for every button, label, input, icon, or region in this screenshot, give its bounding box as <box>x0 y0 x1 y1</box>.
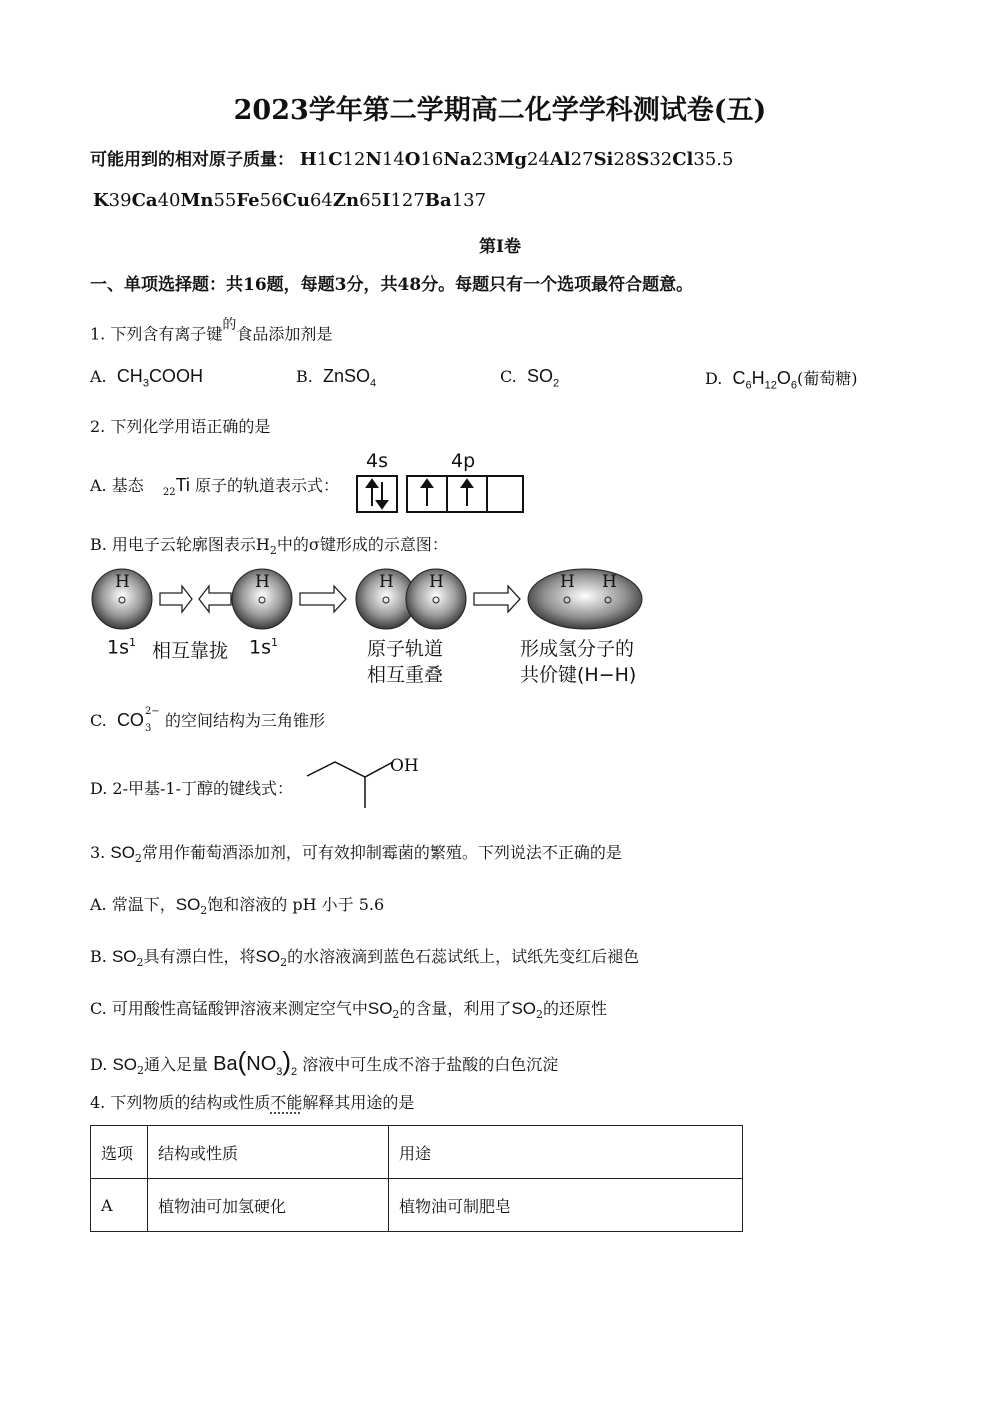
label-1s-left: $1s^1$ <box>107 636 136 659</box>
table-header-cell: 结构或性质 <box>148 1126 389 1179</box>
section-heading: 一、单项选择题：共16题，每题3分，共48分。每题只有一个选项最符合题意。 <box>90 275 694 295</box>
atomic-mass-value: 127 <box>390 190 425 211</box>
atomic-mass-values-2 <box>93 190 486 211</box>
carbon-chain <box>307 762 393 777</box>
element-symbol: S <box>636 149 650 170</box>
h2-molecule-orbital <box>528 569 642 629</box>
atomic-mass-value: 32 <box>649 149 673 170</box>
element-symbol: Si <box>593 149 614 170</box>
atomic-mass-value: 27 <box>570 149 594 170</box>
q1-stem: 1. 下列含有离子键$^的$食品添加剂是 <box>90 317 333 344</box>
atomic-mass-value: 14 <box>381 149 405 170</box>
orbital-4p-label: 4p <box>451 450 476 472</box>
atomic-mass-value: 1 <box>316 149 329 170</box>
h-label: H <box>379 572 394 592</box>
h-label: H <box>115 572 130 592</box>
element-symbol: Ba <box>424 190 452 211</box>
q3-option-b[interactable]: B. $SO_2$具有漂白性，将$SO_2$的水溶液滴到蓝色石蕊试纸上，试纸先变红后褪色 <box>90 947 640 970</box>
q3-option-a[interactable]: A. 常温下，$SO_2$饱和溶液的 pH 小于 5.6 <box>90 895 385 918</box>
h-label: H <box>429 572 444 592</box>
element-symbol: N <box>365 149 382 170</box>
element-symbol: Cl <box>672 149 694 170</box>
q4-stem: 4. 下列物质的结构或性质不能解释其用途的是 <box>90 1093 415 1112</box>
atomic-mass-value: 23 <box>471 149 495 170</box>
element-symbol: Al <box>549 149 571 170</box>
atomic-mass-value: 39 <box>108 190 132 211</box>
atomic-mass-value: 16 <box>420 149 444 170</box>
table-cell: 植物油可加氢硬化 <box>148 1179 389 1232</box>
atomic-mass-value: 35.5 <box>693 149 734 170</box>
element-symbol: Cu <box>282 190 310 211</box>
atomic-mass-value: 65 <box>359 190 383 211</box>
table-cell: A <box>91 1179 148 1232</box>
q1-option-a[interactable]: A. $CH_3COOH$ <box>90 366 203 390</box>
q4-table <box>90 1125 743 1232</box>
right-arrow-icon <box>160 586 192 612</box>
hydroxyl-label: OH <box>390 756 419 776</box>
q1-option-c[interactable]: C. $SO_2$ <box>500 366 560 390</box>
q1-option-b[interactable]: B. ZnSO$_4$ <box>296 366 377 390</box>
page-title: 2023学年第二学期高二化学学科测试卷(五) <box>233 95 767 126</box>
label-overlap-2: 相互重叠 <box>367 664 444 686</box>
label-1s-right: $1s^1$ <box>249 636 278 659</box>
atomic-mass-line-1 <box>90 145 733 170</box>
q1-option-d[interactable]: D. $C_6H_{12}O_6$(葡萄糖) <box>705 368 858 392</box>
element-symbol: C <box>328 149 343 170</box>
element-symbol: Zn <box>332 190 360 211</box>
emphasis-text: 不能 <box>270 1093 303 1112</box>
atomic-mass-values-1 <box>300 149 734 170</box>
element-symbol: Mn <box>180 190 214 211</box>
orbital-box-4s <box>357 476 397 512</box>
atomic-mass-value: 12 <box>342 149 366 170</box>
element-symbol: I <box>382 190 391 211</box>
label-overlap-1: 原子轨道 <box>367 638 444 660</box>
q2-option-c[interactable]: C. CO 2− 3 的空间结构为三角锥形 <box>90 705 326 734</box>
atomic-mass-value: 40 <box>157 190 181 211</box>
atomic-mass-value: 28 <box>613 149 637 170</box>
h-label: H <box>560 572 575 592</box>
table-header-cell: 选项 <box>91 1126 148 1179</box>
q2-option-d-text[interactable]: D. 2-甲基-1-丁醇的键线式： <box>90 779 294 798</box>
atomic-mass-line-2 <box>93 190 486 211</box>
atomic-mass-value: 64 <box>309 190 333 211</box>
atomic-mass-value: 137 <box>451 190 487 211</box>
left-arrow-icon <box>199 586 231 612</box>
table-header-row <box>91 1126 743 1179</box>
label-bond-1: 形成氢分子的 <box>520 638 635 660</box>
table-row[interactable] <box>91 1179 743 1232</box>
table-header-cell: 用途 <box>389 1126 743 1179</box>
element-symbol: Fe <box>236 190 260 211</box>
h-label: H <box>602 572 617 592</box>
q2-option-a-text[interactable]: A. 基态 $_{22}$Ti 原子的轨道表示式： <box>90 475 339 499</box>
volume-heading: 第Ⅰ卷 <box>479 237 521 257</box>
right-arrow-icon <box>300 586 346 612</box>
h-label: H <box>255 572 270 592</box>
q3-option-d[interactable]: D. $SO_2$通入足量 $Ba(NO_3)_2$ 溶液中可生成不溶于盐酸的白色沉淀 <box>90 1046 559 1078</box>
element-symbol: Ca <box>131 190 158 211</box>
element-symbol: Na <box>443 149 472 170</box>
element-symbol: H <box>299 149 317 170</box>
q2-option-b-text[interactable]: B. 用电子云轮廓图表示$H_2$中的σ键形成的示意图： <box>90 535 448 558</box>
atomic-mass-label: 可能用到的相对原子质量： <box>90 150 294 170</box>
q2-stem: 2. 下列化学用语正确的是 <box>90 417 271 436</box>
orbital-4s-label: 4s <box>366 450 388 472</box>
atomic-mass-value: 24 <box>526 149 550 170</box>
atomic-mass-value: 55 <box>213 190 237 211</box>
orbital-box-diagram <box>355 474 527 516</box>
atomic-mass-value: 56 <box>259 190 283 211</box>
table-cell: 植物油可制肥皂 <box>389 1179 743 1232</box>
label-approach: 相互靠拢 <box>152 640 229 662</box>
element-symbol: K <box>93 190 109 211</box>
element-symbol: Mg <box>494 149 527 170</box>
right-arrow-icon <box>474 586 520 612</box>
label-bond-2: 共价键(H−H) <box>520 664 637 686</box>
element-symbol: O <box>404 149 421 170</box>
q3-stem: 3. $SO_2$常用作葡萄酒添加剂，可有效抑制霉菌的繁殖。下列说法不正确的是 <box>90 843 622 866</box>
orbital-box-4p-3 <box>487 476 523 512</box>
q3-option-c[interactable]: C. 可用酸性高锰酸钾溶液来测定空气中$SO_2$的含量，利用了$SO_2$的还原性 <box>90 999 608 1022</box>
